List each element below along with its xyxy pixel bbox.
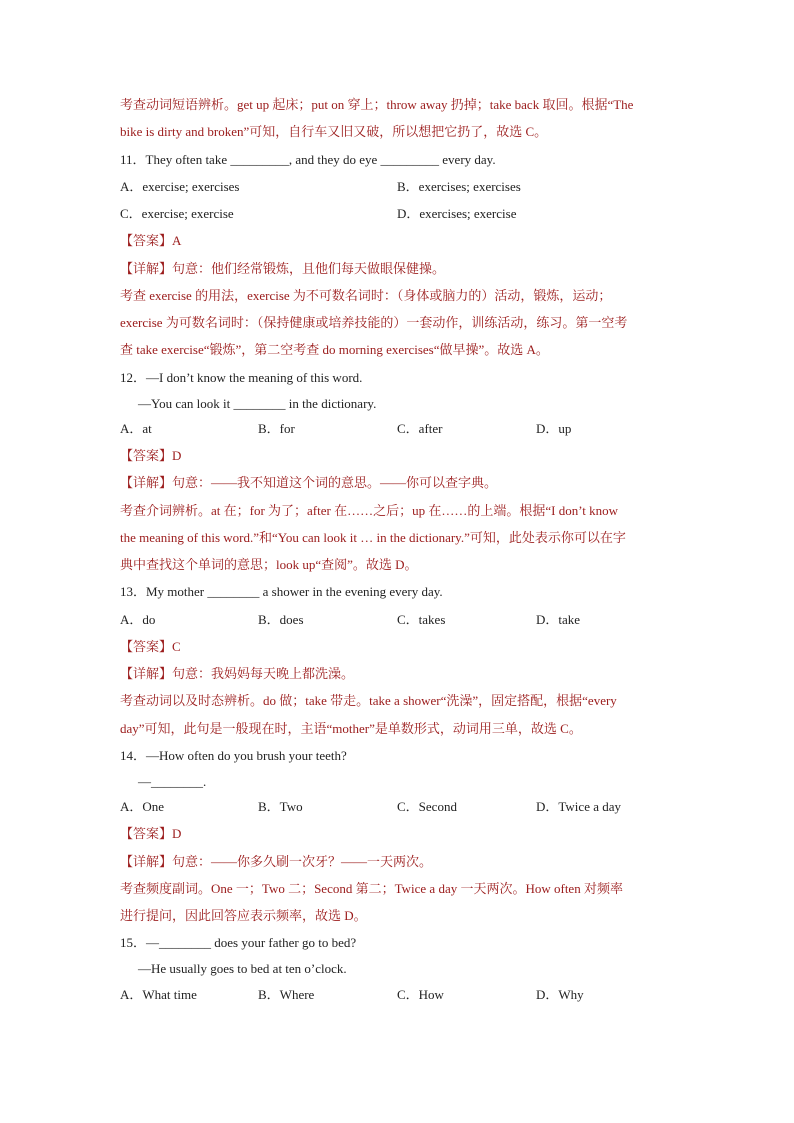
explanation-line: 考查 exercise 的用法，exercise 为不可数名词时：（身体或脑力的）活动，锻炼，运动； — [120, 288, 612, 303]
detail-line: 【详解】句意：——我不知道这个词的意思。——你可以查字典。 — [120, 475, 498, 490]
option-c: C．exercise; exercise — [120, 206, 234, 221]
option-d: D．up — [536, 421, 572, 436]
explanation-line: day”可知，此句是一般现在时，主语“mother”是单数形式，动词用三单，故选 C。 — [120, 721, 582, 736]
option-c: C．takes — [397, 612, 446, 627]
explanation-line: 典中查找这个单词的意思；look up“查阅”。故选 D。 — [120, 557, 418, 572]
detail-line: 【详解】句意：我妈妈每天晚上都洗澡。 — [120, 666, 355, 681]
option-b: B．exercises; exercises — [397, 179, 521, 194]
explanation-line: 考查频度副词。One 一；Two 二；Second 第二；Twice a day 一天两次。How often 对频率 — [120, 881, 623, 896]
detail-line: 【详解】句意：——你多久刷一次牙？——一天两次。 — [120, 854, 433, 869]
option-b: B．Two — [258, 799, 303, 814]
question-12: 12．—I don’t know the meaning of this word. — [120, 370, 363, 385]
question-15: 15．—________ does your father go to bed? — [120, 935, 357, 950]
option-d: D．exercises; exercise — [397, 206, 517, 221]
option-a: A．One — [120, 799, 165, 814]
detail-line: 【详解】句意：他们经常锻炼，且他们每天做眼保健操。 — [120, 261, 446, 276]
option-b: B．for — [258, 421, 295, 436]
explanation-line: 进行提问，因此回答应表示频率，故选 D。 — [120, 908, 367, 923]
explanation-line: 考查介词辨析。at 在；for 为了；after 在……之后；up 在……的上端。根据“I don’t know — [120, 503, 619, 518]
option-a: A．What time — [120, 987, 197, 1002]
question-15-reply: —He usually goes to bed at ten o’clock. — [138, 961, 347, 976]
explanation-line: bike is dirty and broken”可知，自行车又旧又破，所以想把它扔了，故选 C。 — [120, 124, 548, 139]
explanation-line: exercise 为可数名词时：（保持健康或培养技能的）一套动作，训练活动，练习。第一空考 — [120, 315, 628, 330]
explanation-line: the meaning of this word.”和“You can look it … in the dictionary.”可知，此处表示你可以在字 — [120, 530, 626, 545]
option-b: B．does — [258, 612, 304, 627]
option-d: D．Why — [536, 987, 584, 1002]
answer-line: 【答案】D — [120, 448, 182, 463]
explanation-line: 查 take exercise“锻炼”，第二空考查 do morning exercises“做早操”。故选 A。 — [120, 342, 549, 357]
answer-line: 【答案】D — [120, 826, 182, 841]
option-d: D．Twice a day — [536, 799, 622, 814]
explanation-line: 考查动词短语辨析。get up 起床；put on 穿上；throw away 扔掉；take back 取回。根据“The — [120, 97, 634, 112]
option-a: A．exercise; exercises — [120, 179, 240, 194]
option-a: A．at — [120, 421, 152, 436]
explanation-line: 考查动词以及时态辨析。do 做；take 带走。take a shower“洗澡”，固定搭配，根据“every — [120, 693, 617, 708]
answer-line: 【答案】C — [120, 639, 181, 654]
question-13: 13．My mother ________ a shower in the evening every day. — [120, 584, 443, 599]
answer-line: 【答案】A — [120, 233, 182, 248]
question-14: 14．—How often do you brush your teeth? — [120, 748, 347, 763]
option-b: B．Where — [258, 987, 315, 1002]
option-d: D．take — [536, 612, 581, 627]
question-14-reply: —________. — [138, 774, 207, 789]
option-c: C．after — [397, 421, 443, 436]
option-c: C．How — [397, 987, 444, 1002]
option-c: C．Second — [397, 799, 457, 814]
question-12-reply: —You can look it ________ in the dictionary. — [138, 396, 377, 411]
option-a: A．do — [120, 612, 156, 627]
question-11: 11．They often take _________, and they do eye _________ every day. — [120, 152, 496, 167]
